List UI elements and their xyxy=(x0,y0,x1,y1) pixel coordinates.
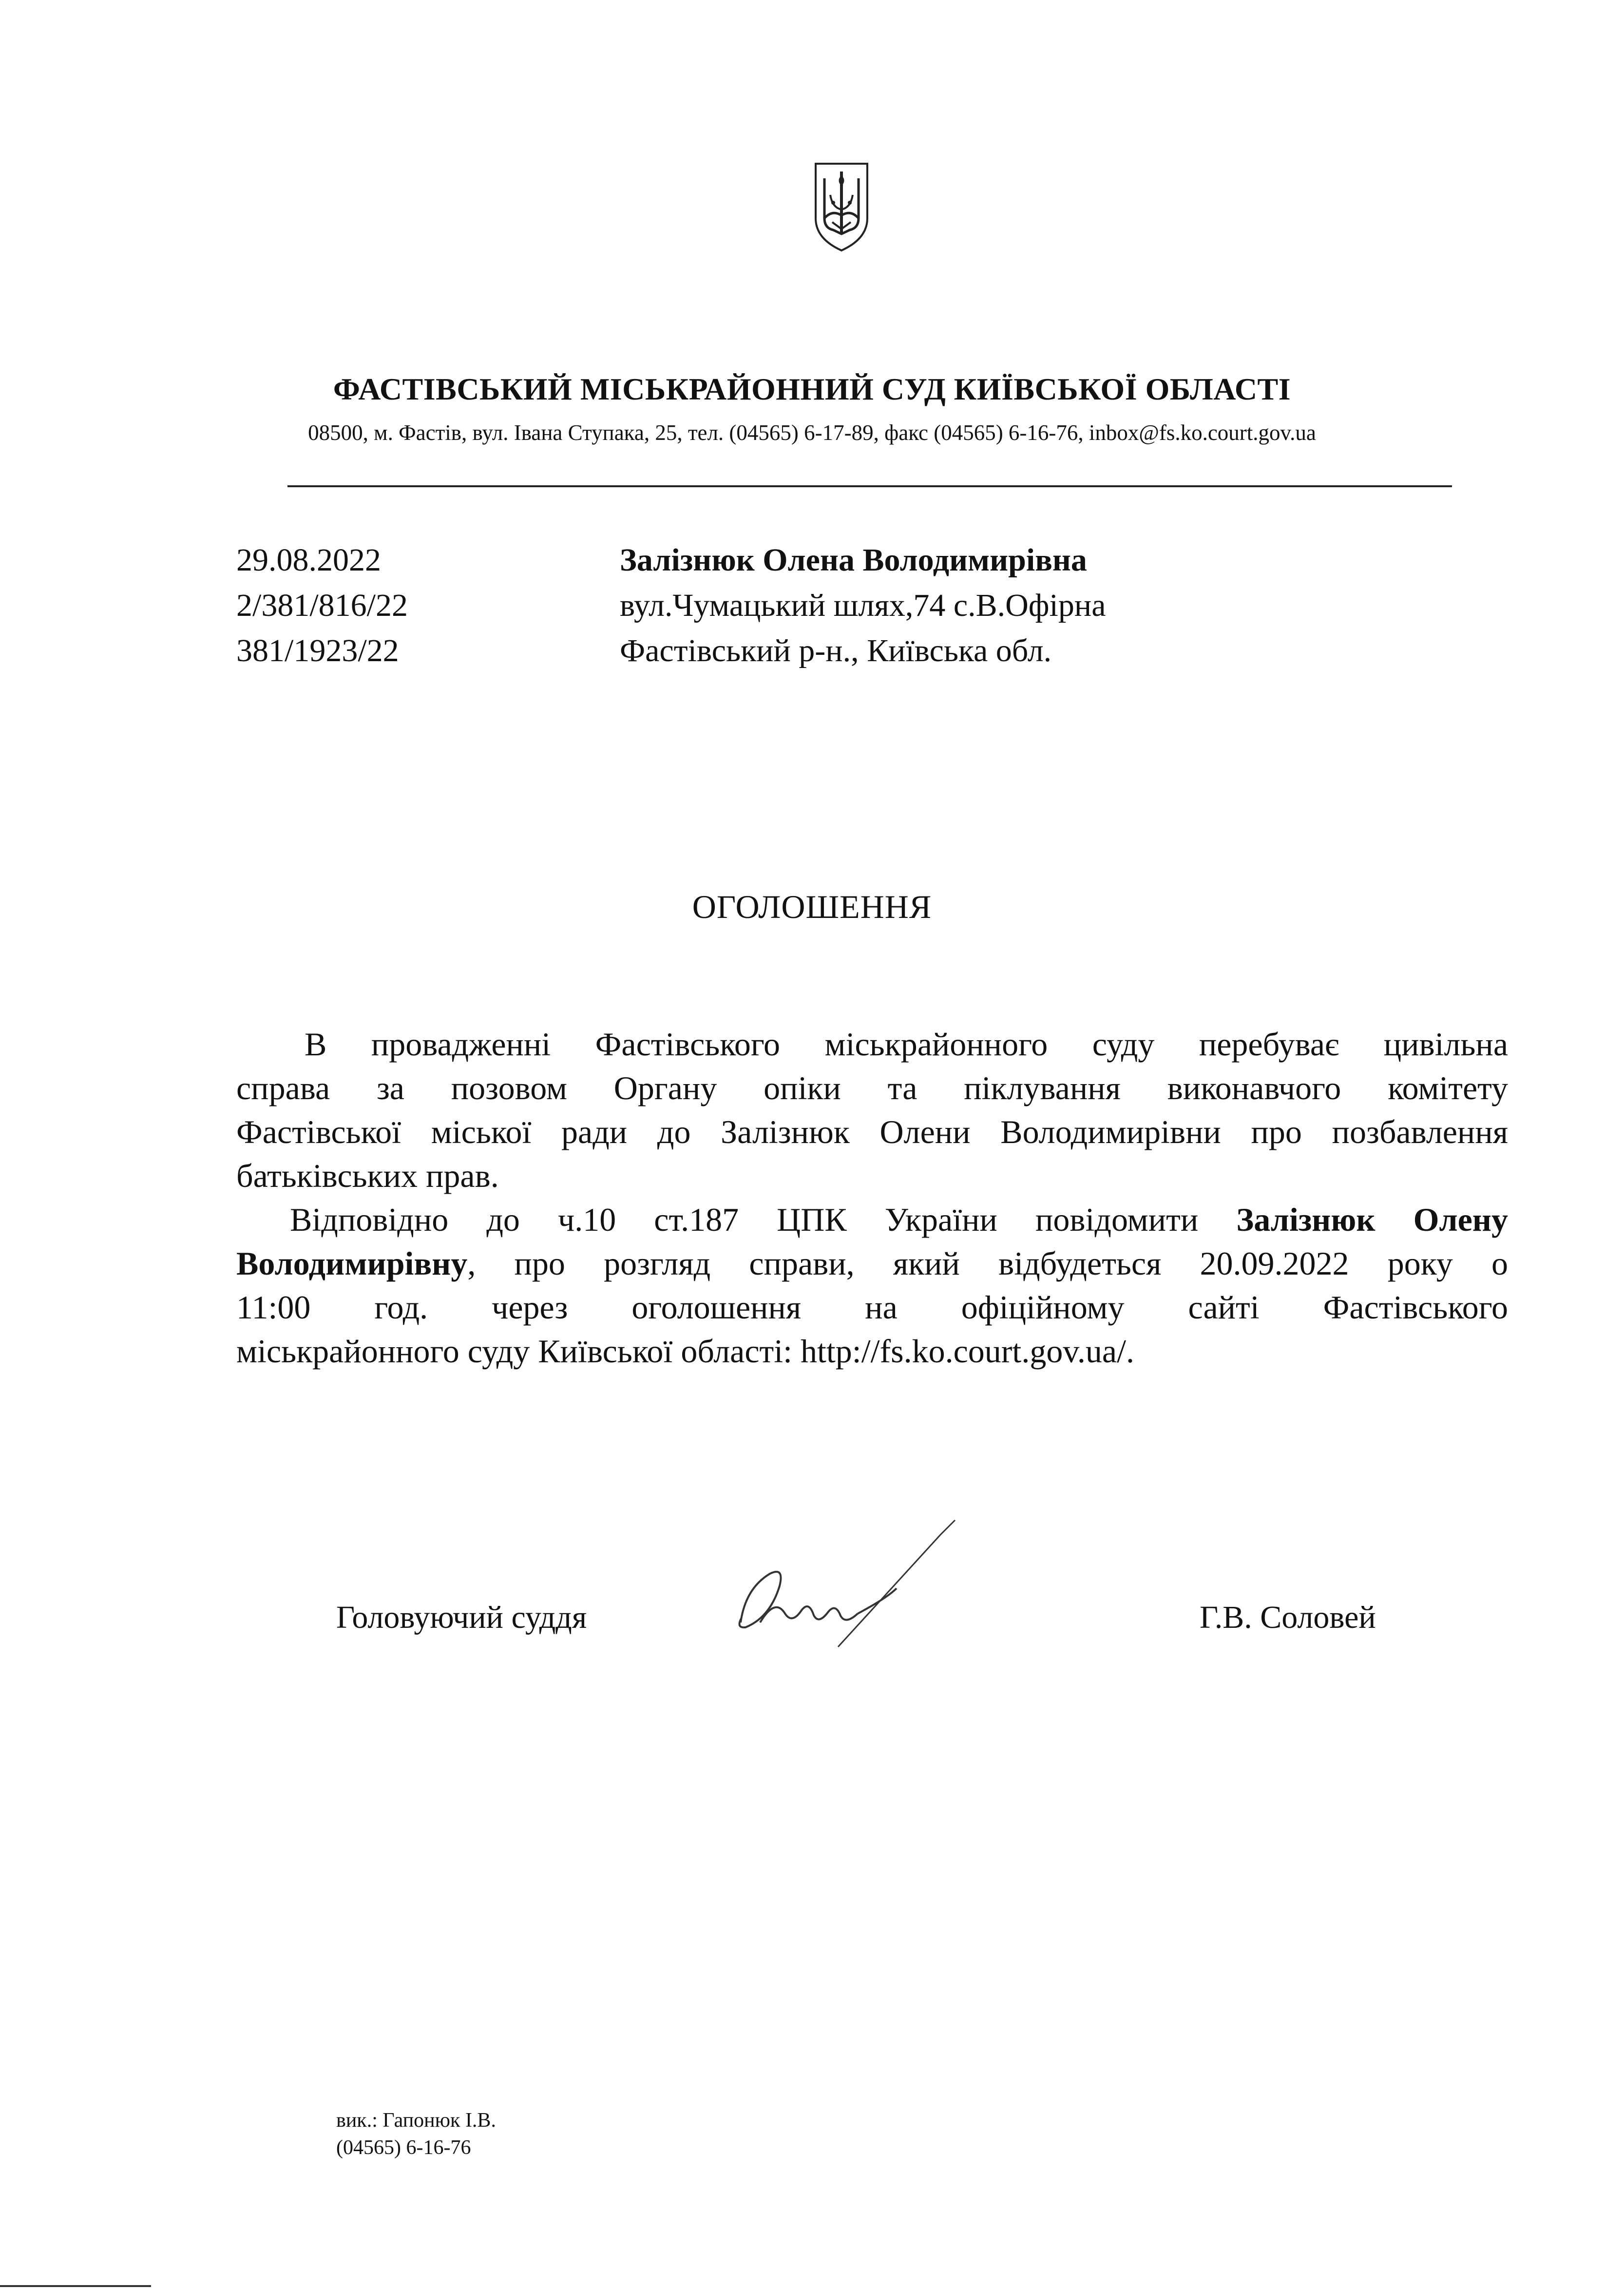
letter-date: 29.08.2022 xyxy=(236,542,381,578)
notice-title: ОГОЛОШЕННЯ xyxy=(692,888,932,925)
executor-phone: (04565) 6-16-76 xyxy=(336,2136,471,2159)
recipient-name-bold: Залізнюк Олену xyxy=(1236,1201,1508,1238)
paragraph-2-text: Відповідно до ч.10 ст.187 ЦПК України повідомити xyxy=(290,1201,1237,1238)
paragraph-1-line-2: справа за позовом Органу опіки та піклування виконавчого комітету xyxy=(236,1069,1508,1106)
handwritten-signature xyxy=(711,1501,1067,1666)
recipient-name: Залізнюк Олена Володимирівна xyxy=(620,542,1087,578)
bottom-edge-mark xyxy=(0,2285,151,2287)
proceeding-number: 381/1923/22 xyxy=(236,633,399,668)
paragraph-2-line-2 xyxy=(236,1241,1508,1285)
judge-name: Г.В. Соловей xyxy=(1200,1600,1376,1635)
paragraph-1-line-4: батьківських прав. xyxy=(236,1157,499,1194)
case-number: 2/381/816/22 xyxy=(236,588,408,623)
executor-name: вик.: Гапонюк І.В. xyxy=(336,2109,496,2132)
paragraph-2-line-4: міськрайонного суду Київської області: http://fs.ko.court.gov.ua/. xyxy=(236,1333,1134,1370)
recipient-address-line2: Фастівський р-н., Київська обл. xyxy=(620,633,1052,668)
header-divider xyxy=(287,485,1452,487)
coat-of-arms-icon xyxy=(813,161,870,253)
recipient-address-line1: вул.Чумацький шлях,74 с.В.Офірна xyxy=(620,588,1106,623)
paragraph-2-text: , про розгляд справи, який відбудеться 20.09.2022 року о xyxy=(467,1245,1508,1282)
court-address: 08500, м. Фастів, вул. Івана Ступака, 25, тел. (04565) 6-17-89, факс (04565) 6-16-76, inbox@fs.ko.court.gov.ua xyxy=(308,420,1316,445)
paragraph-2-line-3: 11:00 год. через оголошення на офіційному сайті Фастівського xyxy=(236,1289,1508,1326)
paragraph-2-line-1 xyxy=(236,1198,1508,1241)
paragraph-1-line-1: В провадженні Фастівського міськрайонного суду перебуває цивільна xyxy=(305,1026,1508,1063)
court-name: ФАСТІВСЬКИЙ МІСЬКРАЙОННИЙ СУД КИЇВСЬКОЇ ОБЛАСТІ xyxy=(333,372,1291,406)
recipient-patronymic-bold: Володимирівну xyxy=(236,1245,468,1282)
signatory-role: Головуючий суддя xyxy=(336,1600,587,1635)
paragraph-1-line-3: Фастівської міської ради до Залізнюк Олени Володимирівни про позбавлення xyxy=(236,1113,1508,1150)
